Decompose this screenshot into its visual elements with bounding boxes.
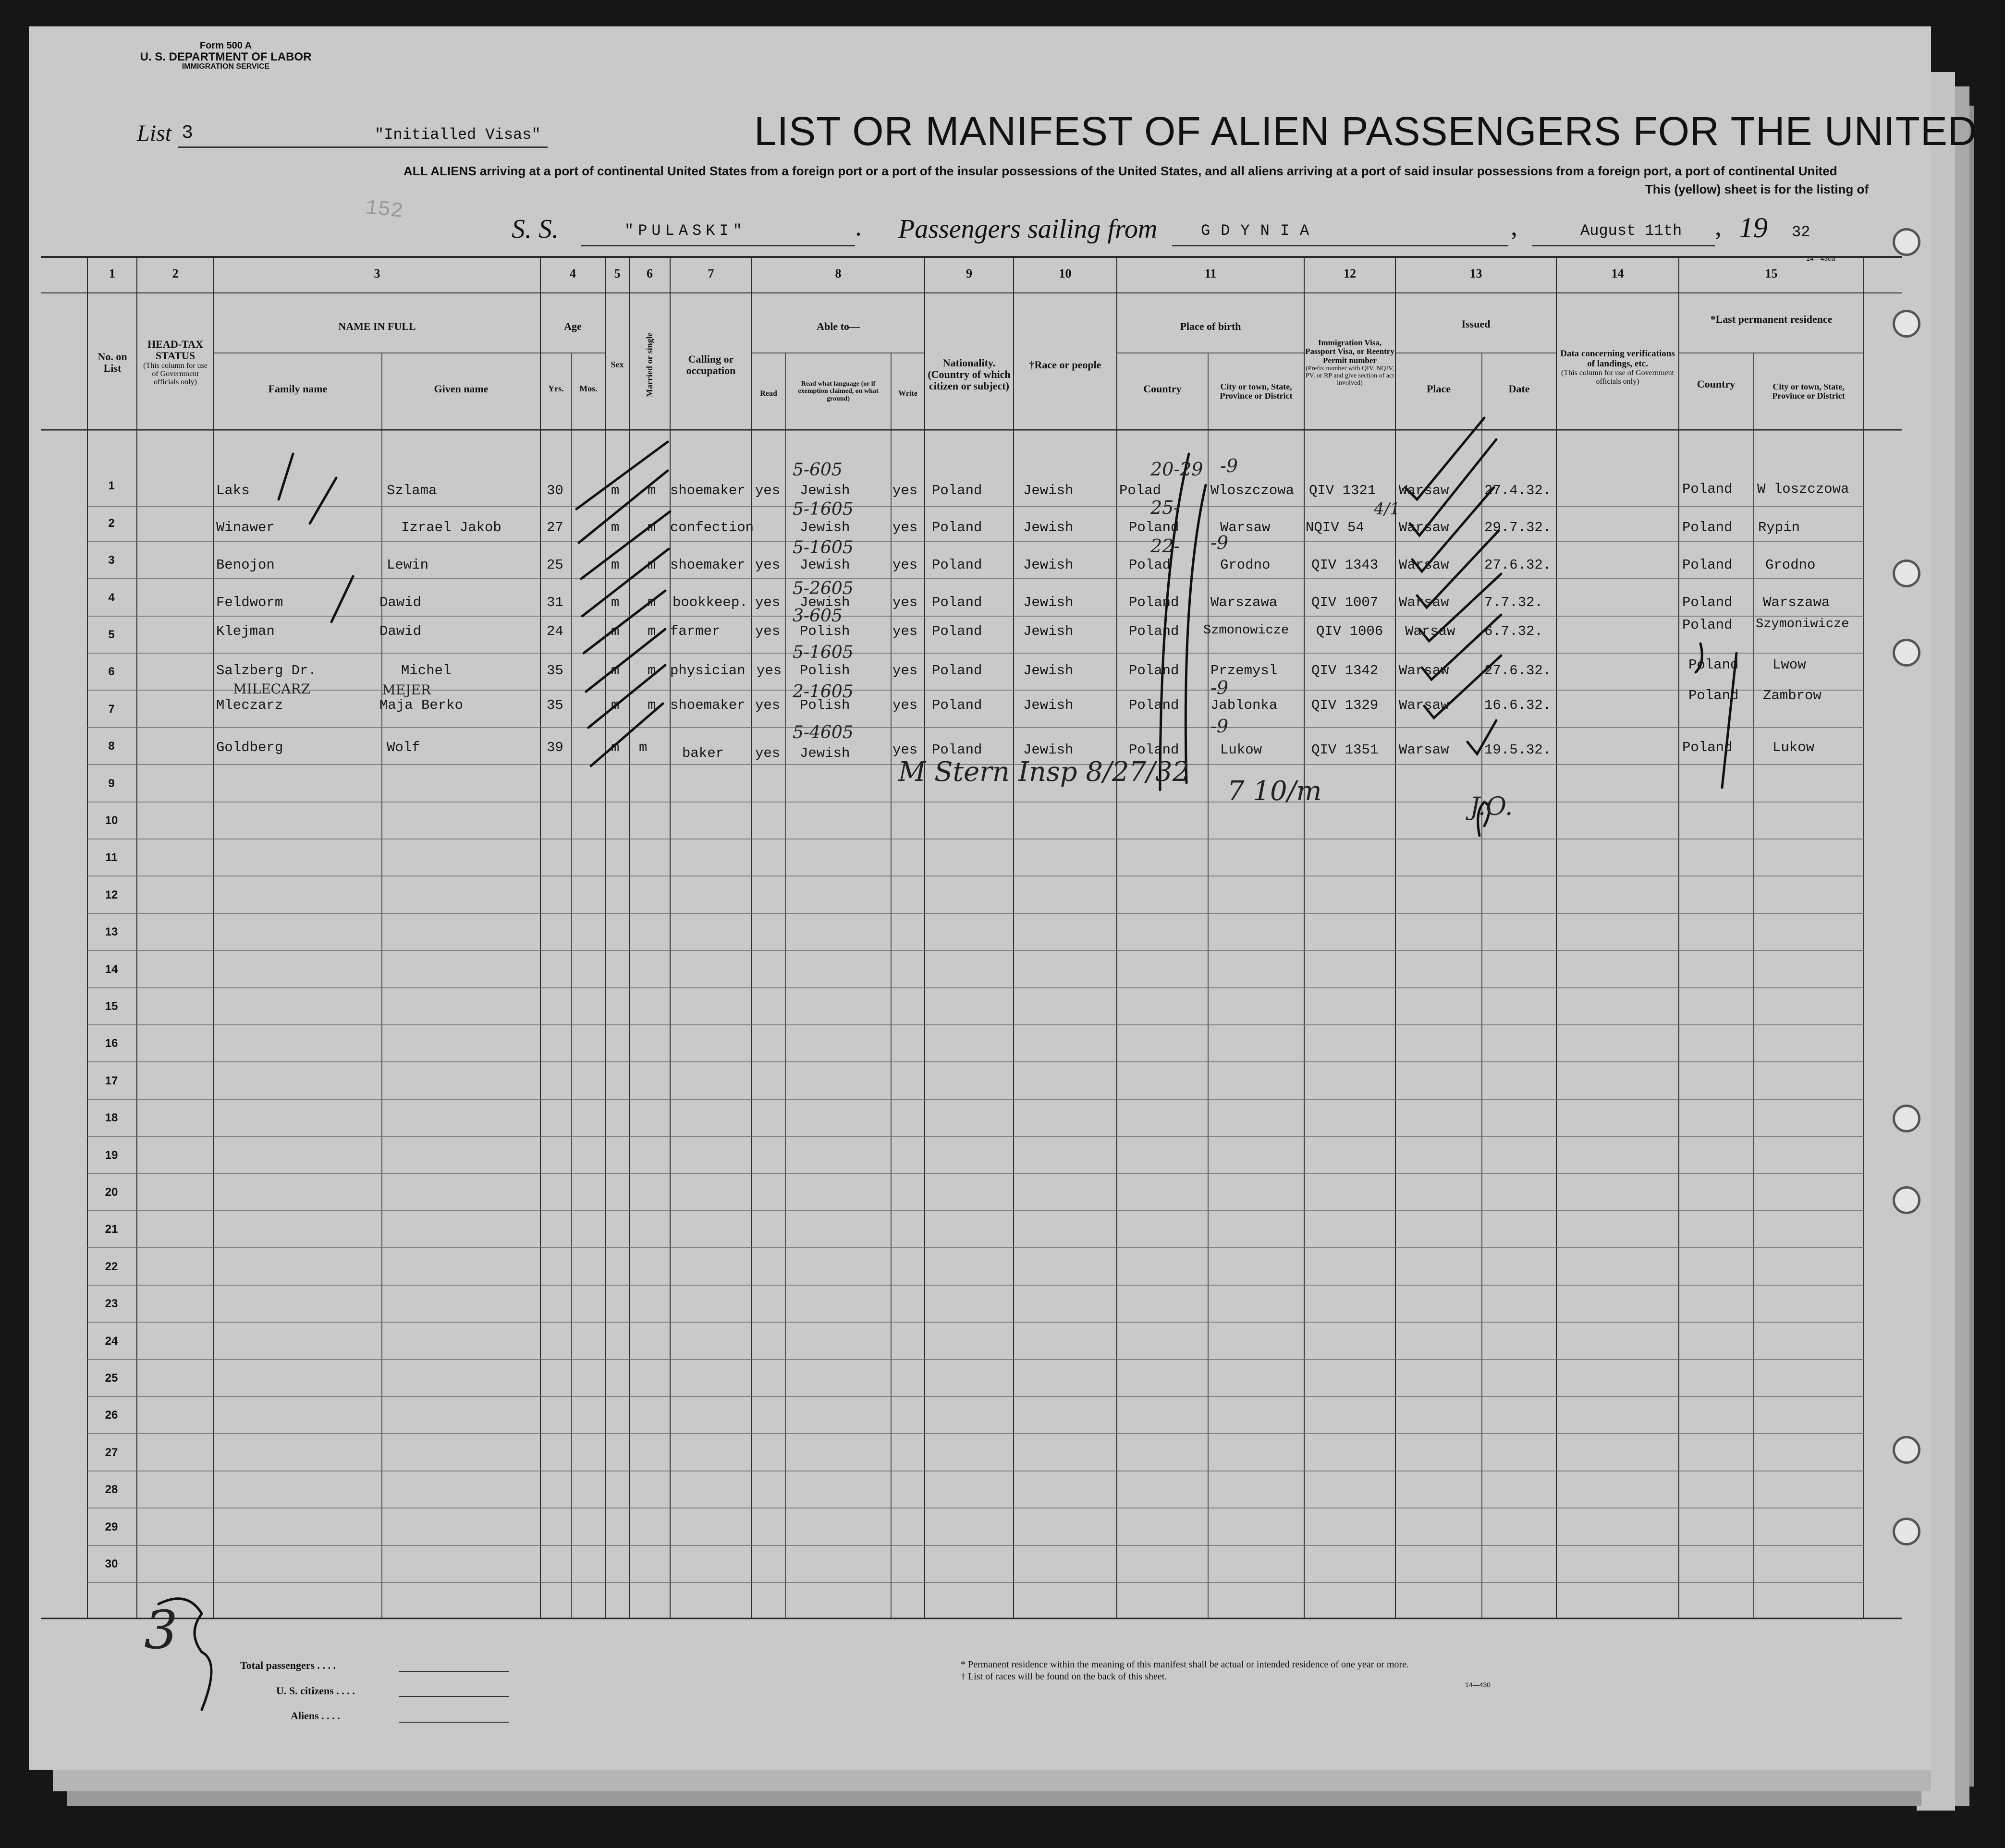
row-number: 11: [105, 851, 118, 864]
header-verification: [1559, 317, 1676, 418]
col-number: 9: [966, 266, 972, 280]
row-number: 29: [105, 1520, 118, 1533]
can-read: yes: [755, 595, 781, 610]
marital-status: m: [648, 595, 656, 610]
residence-country: Poland: [1682, 595, 1733, 610]
visa-number: QIV 1006: [1316, 623, 1383, 639]
sex: m: [611, 623, 620, 639]
residence-country: Poland: [1682, 481, 1733, 497]
header-no-on-list: No. on List: [98, 351, 127, 374]
can-read: yes: [755, 483, 781, 498]
given-name: Szlama: [387, 483, 437, 498]
birth-city: Wloszczowa: [1210, 483, 1295, 498]
occupation: farmer: [670, 623, 721, 639]
col-number: 6: [647, 266, 653, 280]
manifest-title: LIST OR MANIFEST OF ALIEN PASSENGERS FOR THE UNITED: [754, 109, 1978, 154]
nationality: Poland: [932, 697, 982, 713]
age-years: 24: [547, 623, 563, 639]
handwritten-note: MEJER: [382, 682, 431, 698]
row-number: 5: [108, 628, 115, 641]
total-passengers-label: Total passengers . . . .: [240, 1659, 336, 1671]
visa-number: QIV 1351: [1311, 742, 1379, 758]
col-number: 13: [1469, 266, 1482, 280]
family-name: Laks: [216, 483, 250, 498]
issued-place: Warsaw: [1399, 742, 1449, 758]
col-number: 3: [374, 266, 380, 280]
header-family-name: Family name: [268, 383, 328, 395]
separator-dot: .: [855, 212, 862, 242]
row-number: 14: [105, 963, 118, 976]
sex: m: [611, 697, 620, 713]
handwritten-note: 5-1605: [793, 499, 854, 519]
can-write: yes: [892, 595, 918, 610]
handwritten-note: 5-2605: [793, 579, 854, 598]
col-number: 7: [708, 266, 714, 280]
col-number: 15: [1765, 266, 1778, 280]
header-residence-country: Country: [1697, 378, 1736, 390]
row-number: 6: [108, 665, 115, 678]
birth-city: Lukow: [1220, 742, 1262, 758]
nationality: Poland: [932, 520, 982, 535]
handwritten-note: 22-: [1150, 535, 1180, 557]
race: Jewish: [1023, 663, 1074, 679]
birth-country: Polad: [1119, 483, 1161, 498]
row-number: 22: [105, 1260, 118, 1273]
col-number: 2: [172, 266, 179, 280]
sex: m: [611, 740, 620, 755]
issued-date: 19.5.32.: [1484, 742, 1552, 758]
issued-date: 27.6.32.: [1484, 663, 1552, 679]
header-residence-city: City or town, State, Province or District: [1772, 381, 1845, 401]
header-age: Age: [564, 320, 582, 333]
can-read: yes: [755, 697, 781, 713]
header-able-to: Able to—: [817, 320, 860, 333]
can-write: yes: [892, 663, 918, 679]
birth-country: Poland: [1129, 697, 1179, 713]
row-number: 12: [105, 888, 118, 901]
row-number: 4: [108, 591, 115, 604]
handwritten-note: -9: [1210, 716, 1229, 737]
list-number: 3: [182, 122, 194, 144]
row-number: 10: [105, 814, 118, 827]
header-head-tax-title: HEAD-TAX STATUS: [147, 338, 203, 362]
footnote-races: † List of races will be found on the back of this sheet.: [961, 1671, 1167, 1682]
nationality: Poland: [932, 663, 982, 679]
header-issued: Issued: [1461, 318, 1491, 330]
row-number: 20: [105, 1186, 118, 1199]
race: Jewish: [1023, 520, 1074, 535]
header-last-residence: *Last permanent residence: [1710, 313, 1833, 326]
age-years: 35: [547, 697, 563, 713]
sailing-date: August 11th: [1580, 222, 1682, 240]
birth-country: Poland: [1129, 520, 1179, 535]
residence-city: W loszczowa: [1757, 481, 1849, 497]
handwritten-note: 5-1605: [793, 643, 854, 662]
col-number: 12: [1344, 266, 1356, 280]
row-number: 2: [108, 517, 115, 530]
header-head-tax-note: (This column for use of Government officials only): [143, 361, 208, 387]
header-married-single: Married or single: [644, 332, 654, 398]
row-number: 21: [105, 1223, 118, 1236]
row-number: 17: [105, 1074, 118, 1087]
visa-number: QIV 1343: [1311, 557, 1379, 573]
row-number: 1: [108, 479, 115, 492]
handwritten-note: 3: [144, 1599, 178, 1661]
row-number: 18: [105, 1111, 118, 1124]
family-name: Mleczarz: [216, 697, 283, 713]
header-verification-note: (This column for use of Government officials only): [1561, 369, 1675, 386]
can-write: yes: [892, 557, 918, 573]
year-suffix: 32: [1792, 223, 1810, 241]
col-number: 4: [570, 266, 576, 280]
occupation: physician: [670, 663, 746, 679]
residence-country: Poland: [1682, 617, 1733, 633]
department-name: U. S. DEPARTMENT OF LABOR: [140, 50, 312, 63]
occupation: shoemaker: [670, 557, 746, 573]
row-number: 24: [105, 1335, 118, 1348]
handwritten-note: 7 10/m: [1227, 776, 1322, 807]
read-language: Polish: [800, 623, 850, 639]
sex: m: [611, 595, 620, 610]
nationality: Poland: [932, 623, 982, 639]
handwritten-note: 3-605: [793, 606, 843, 626]
residence-city: Lwow: [1773, 657, 1806, 673]
instruction-line-2: This (yellow) sheet is for the listing of: [1645, 182, 1869, 196]
occupation: bookkeep.: [672, 595, 748, 610]
can-write: yes: [892, 623, 918, 639]
nationality: Poland: [932, 483, 982, 498]
marital-status: m: [648, 557, 656, 573]
handwritten-note: -9: [1220, 455, 1238, 476]
age-years: 31: [547, 595, 563, 610]
family-name: Feldworm: [216, 595, 283, 610]
faded-stamp: 152: [364, 195, 404, 224]
handwritten-note: 5-4605: [793, 723, 854, 742]
read-language: Jewish: [800, 557, 850, 573]
birth-country: Poland: [1129, 623, 1179, 639]
list-label: List: [137, 121, 172, 146]
race: Jewish: [1023, 557, 1074, 573]
residence-country: Poland: [1688, 657, 1739, 673]
birth-country: Poland: [1129, 742, 1179, 758]
year-prefix: 19: [1739, 212, 1768, 243]
race: Jewish: [1023, 697, 1074, 713]
given-name: Lewin: [387, 557, 429, 573]
col-number: 14: [1611, 266, 1624, 280]
visa-number: QIV 1329: [1311, 697, 1379, 713]
handwritten-note: 5-605: [793, 460, 843, 480]
read-language: Jewish: [800, 595, 850, 610]
handwritten-note: 5-1605: [793, 538, 854, 558]
residence-city: Zambrow: [1763, 688, 1822, 704]
ship-name: "PULASKI": [624, 222, 746, 240]
family-name: Benojon: [216, 557, 275, 573]
can-read: yes: [757, 663, 782, 679]
header-nationality: Nationality. (Country of which citizen or subject): [928, 357, 1011, 392]
occupation: shoemaker: [670, 483, 746, 498]
read-language: Polish: [800, 663, 850, 679]
sex: m: [611, 520, 620, 535]
nationality: Poland: [932, 557, 982, 573]
given-name: Michel: [401, 663, 452, 679]
form-number: Form 500 A: [199, 40, 252, 51]
age-years: 30: [547, 483, 563, 498]
issued-date: 6.7.32.: [1484, 623, 1543, 639]
row-number: 8: [108, 740, 115, 753]
sex: m: [611, 557, 620, 573]
marital-status: m: [648, 520, 656, 535]
birth-country: Poland: [1129, 663, 1179, 679]
list-type: "Initialled Visas": [375, 126, 541, 144]
birth-city: Warszawa: [1210, 595, 1278, 610]
row-number: 15: [105, 1000, 118, 1013]
row-number: 7: [108, 703, 115, 716]
col-number: 8: [835, 266, 842, 280]
family-name: Goldberg: [216, 740, 283, 755]
visa-number: QIV 1342: [1311, 663, 1379, 679]
race: Jewish: [1023, 623, 1074, 639]
header-place-of-birth: Place of birth: [1180, 320, 1241, 333]
header-birth-city: City or town, State, Province or District: [1220, 381, 1293, 401]
nationality: Poland: [932, 595, 982, 610]
row-number: 3: [108, 554, 115, 567]
residence-country: Poland: [1682, 740, 1733, 755]
marital-status: m: [648, 663, 656, 679]
given-name: Dawid: [379, 623, 422, 639]
issued-place: Warsaw: [1399, 697, 1449, 713]
separator-comma: ,: [1511, 212, 1517, 242]
issued-place: Warsaw: [1399, 595, 1449, 610]
birth-city: Warsaw: [1220, 520, 1271, 535]
given-name: Maja Berko: [379, 697, 464, 713]
visa-number: QIV 1321: [1309, 483, 1376, 498]
header-visa-title: Immigration Visa, Passport Visa, or Reentry Permit number: [1305, 338, 1394, 365]
row-number: 13: [105, 925, 118, 938]
visa-number: NQIV 54: [1306, 520, 1364, 535]
row-number: 19: [105, 1149, 118, 1162]
age-years: 25: [547, 557, 563, 573]
handwritten-note: M Stern Insp 8/27/32: [898, 756, 1190, 788]
marital-status: m: [648, 483, 656, 498]
header-visa-number: [1304, 298, 1395, 427]
marital-status: m: [648, 697, 656, 713]
header-occupation: Calling or occupation: [686, 353, 736, 377]
handwritten-note: -9: [1210, 677, 1229, 698]
age-years: 35: [547, 663, 563, 679]
occupation: confection: [670, 520, 754, 535]
aliens-label: Aliens . . . .: [291, 1710, 340, 1722]
issued-date: 16.6.32.: [1484, 697, 1552, 713]
header-visa-note: (Prefix number with QIV, NQIV, PV, or RP and give section of act involved): [1305, 365, 1394, 387]
row-number: 25: [105, 1372, 118, 1385]
header-write: Write: [898, 389, 917, 398]
row-number: 28: [105, 1483, 118, 1496]
residence-country: Poland: [1682, 557, 1733, 573]
row-number: 9: [108, 777, 115, 790]
row-number: 30: [105, 1557, 118, 1570]
issued-place: Warsaw: [1399, 520, 1449, 535]
total-passengers-line: [399, 1671, 509, 1672]
race: Jewish: [1023, 595, 1074, 610]
residence-country: Poland: [1682, 520, 1733, 535]
residence-city: Grodno: [1765, 557, 1816, 573]
race: Jewish: [1023, 483, 1074, 498]
header-age-years: Yrs.: [548, 384, 564, 394]
given-name: Izrael Jakob: [401, 520, 501, 535]
family-name: Salzberg Dr.: [216, 663, 317, 679]
header-head-tax: [139, 307, 211, 418]
row-number: 26: [105, 1409, 118, 1422]
row-number: 16: [105, 1037, 118, 1050]
col-number: 1: [109, 266, 115, 280]
issued-date: 29.7.32.: [1484, 520, 1552, 535]
service-name: IMMIGRATION SERVICE: [182, 62, 270, 71]
header-age-months: Mos.: [579, 384, 598, 394]
sex: m: [611, 483, 620, 498]
header-name-in-full: NAME IN FULL: [338, 320, 416, 333]
issued-date: 27.4.32.: [1484, 483, 1552, 498]
header-race: †Race or people: [1029, 359, 1101, 371]
race: Jewish: [1023, 742, 1074, 758]
residence-city: Rypin: [1758, 520, 1800, 535]
us-citizens-label: U. S. citizens . . . .: [276, 1685, 355, 1697]
header-verification-title: Data concerning verifications of landings, etc.: [1560, 349, 1675, 369]
footnote-residence: * Permanent residence within the meaning of this manifest shall be actual or intended residence of one year or more.: [961, 1659, 1409, 1670]
header-issued-date: Date: [1508, 383, 1530, 395]
header-sex: Sex: [611, 360, 624, 370]
handwritten-note: -9: [1210, 532, 1229, 553]
can-read: yes: [755, 557, 781, 573]
header-read: Read: [760, 389, 777, 398]
residence-country: Poland: [1688, 688, 1739, 704]
form-reference: 14—430: [1465, 1681, 1491, 1689]
marital-status: m: [639, 740, 648, 755]
issued-place: Warsaw: [1399, 483, 1449, 498]
handwritten-note: 4/1: [1374, 499, 1400, 519]
col-number: 10: [1059, 266, 1072, 280]
family-name: Winawer: [216, 520, 275, 535]
age-years: 27: [547, 520, 563, 535]
header-given-name: Given name: [434, 383, 489, 395]
residence-city: Szymoniwicze: [1756, 617, 1849, 632]
can-write: yes: [892, 742, 918, 758]
issued-date: 7.7.32.: [1484, 595, 1543, 610]
port-of-departure: GDYNIA: [1201, 222, 1320, 240]
issued-place: Warsaw: [1399, 663, 1449, 679]
handwritten-note: 20-29: [1150, 459, 1203, 480]
residence-city: Warszawa: [1763, 595, 1830, 610]
can-write: yes: [892, 483, 918, 498]
header-birth-country: Country: [1143, 383, 1182, 395]
col-number: 11: [1204, 266, 1217, 280]
read-language: Jewish: [800, 520, 850, 535]
can-write: yes: [892, 520, 918, 535]
birth-city: Jablonka: [1210, 697, 1278, 713]
issued-date: 27.6.32.: [1484, 557, 1552, 573]
header-issued-place: Place: [1426, 383, 1451, 395]
occupation: shoemaker: [670, 697, 746, 713]
read-language: Polish: [800, 697, 850, 713]
can-read: yes: [755, 623, 781, 639]
can-write: yes: [892, 697, 918, 713]
us-citizens-line: [399, 1696, 509, 1697]
given-name: Dawid: [379, 595, 422, 610]
birth-city: Grodno: [1220, 557, 1271, 573]
handwritten-note: J.O.: [1470, 792, 1513, 821]
instruction-line-1: ALL ALIENS arriving at a port of continental United States from a foreign port or a port of the insular possessions of the United States, and all aliens arriving at a port of said insular possessions from a foreign port, a port of continental United: [403, 164, 1837, 178]
nationality: Poland: [932, 742, 982, 758]
birth-country: Poland: [1129, 595, 1179, 610]
ss-prefix: S. S.: [512, 214, 559, 244]
issued-place: Warsaw: [1399, 557, 1449, 573]
residence-city: Lukow: [1773, 740, 1815, 755]
handwritten-note: MILECARZ: [233, 681, 310, 697]
birth-city: Szmonowicze: [1203, 623, 1289, 638]
marital-status: m: [648, 623, 656, 639]
age-years: 39: [547, 740, 563, 755]
read-language: Jewish: [800, 483, 850, 498]
row-number: 27: [105, 1446, 118, 1459]
occupation: baker: [682, 745, 724, 761]
can-read: yes: [755, 745, 781, 761]
row-number: 23: [105, 1297, 118, 1310]
read-language: Jewish: [800, 745, 850, 761]
header-read-language: Read what language (or if exemption claimed, on what ground): [798, 380, 879, 402]
aliens-line: [399, 1722, 509, 1723]
birth-country: Polad: [1129, 557, 1171, 573]
issued-place: Warsaw: [1405, 623, 1455, 639]
given-name: Wolf: [387, 740, 420, 755]
col-number: 5: [614, 266, 621, 280]
handwritten-note: 25-: [1150, 497, 1180, 518]
birth-city: Przemysl: [1210, 663, 1278, 679]
family-name: Klejman: [216, 623, 275, 639]
separator-comma: ,: [1715, 212, 1722, 242]
visa-number: QIV 1007: [1311, 595, 1379, 610]
passengers-sailing-label: Passengers sailing from: [898, 214, 1158, 244]
form-reference: 14—430a: [1806, 255, 1835, 262]
handwritten-note: 2-1605: [793, 682, 854, 702]
sex: m: [611, 663, 620, 679]
